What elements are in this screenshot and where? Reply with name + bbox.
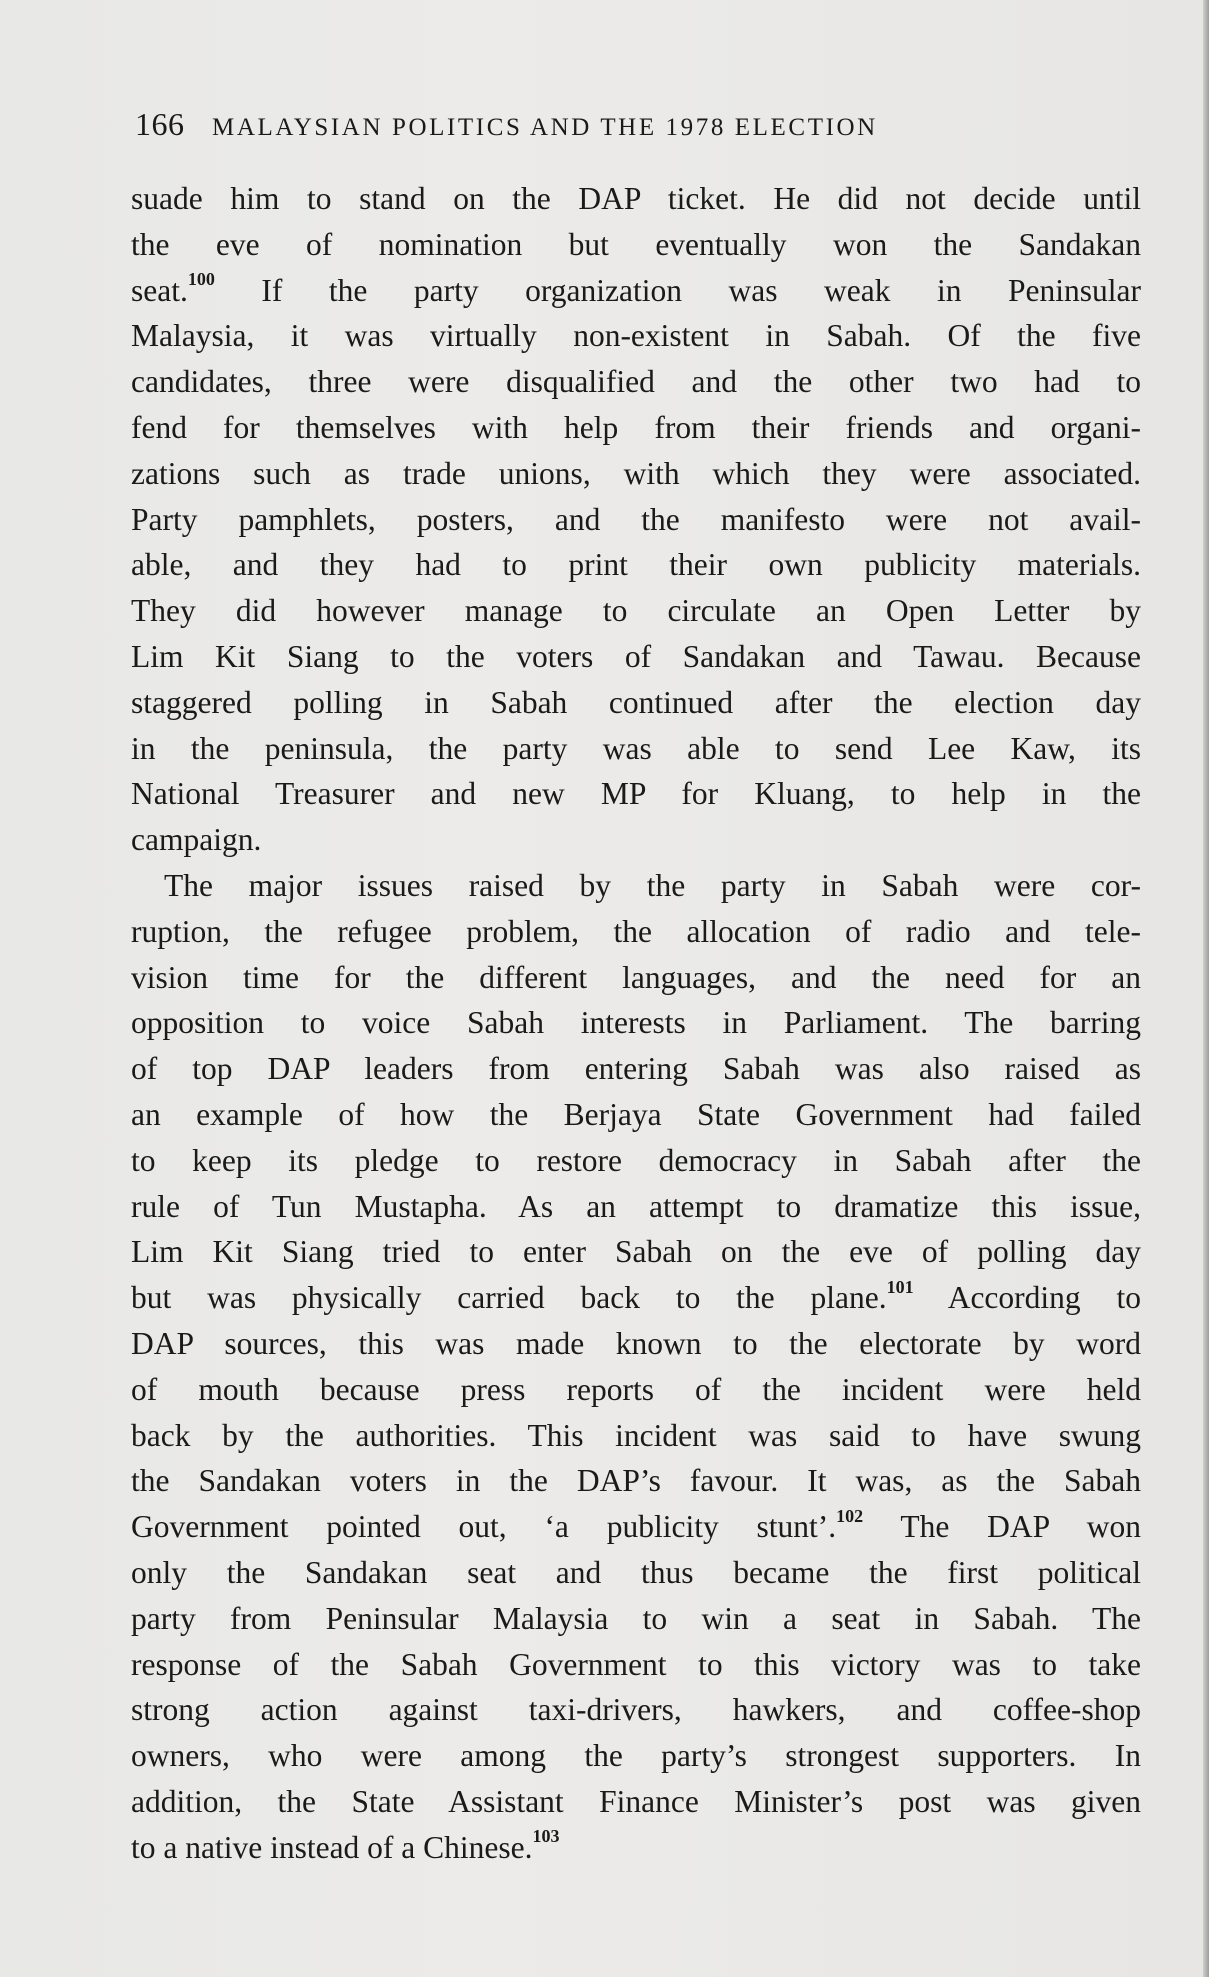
text-line: addition, the State Assistant Finance Minister’s post was given bbox=[131, 1783, 1141, 1819]
text-segment: but was physically carried back to the plane. bbox=[131, 1280, 887, 1316]
text-line: opposition to voice Sabah interests in Parliament. The barring bbox=[131, 1005, 1141, 1041]
text-line: candidates, three were disqualified and the other two had to bbox=[131, 364, 1141, 400]
footnote-ref-100: 100 bbox=[187, 269, 215, 290]
footnote-ref-102: 102 bbox=[836, 1505, 864, 1526]
text-line: party from Peninsular Malaysia to win a seat in Sabah. The bbox=[131, 1600, 1141, 1636]
text-line: of top DAP leaders from entering Sabah was also raised as bbox=[131, 1051, 1141, 1087]
paragraph-end-line bbox=[131, 1825, 1141, 1871]
running-title: MALAYSIAN POLITICS AND THE 1978 ELECTION bbox=[212, 114, 878, 141]
paragraph-end-line: campaign. bbox=[131, 822, 262, 858]
text-line: vision time for the different languages, and the need for an bbox=[131, 959, 1141, 995]
text-line: Party pamphlets, posters, and the manifesto were not avail- bbox=[131, 501, 1141, 537]
text-line: ruption, the refugee problem, the allocation of radio and tele- bbox=[131, 913, 1141, 949]
text-line: in the peninsula, the party was able to send Lee Kaw, its bbox=[131, 730, 1141, 766]
page-edge-shadow bbox=[1203, 0, 1209, 1977]
text-segment: If the party organization was weak in Peninsular bbox=[214, 272, 1141, 308]
text-line: fend for themselves with help from their friends and organi- bbox=[131, 409, 1141, 445]
text-line: owners, who were among the party’s strongest supporters. In bbox=[131, 1738, 1141, 1774]
text-line: Lim Kit Siang to the voters of Sandakan and Tawau. Because bbox=[131, 638, 1141, 674]
text-line: strong action against taxi-drivers, hawkers, and coffee-shop bbox=[131, 1692, 1141, 1728]
text-line: the Sandakan voters in the DAP’s favour. It was, as the Sabah bbox=[131, 1463, 1141, 1499]
text-line: They did however manage to circulate an Open Letter by bbox=[131, 593, 1141, 629]
text-line: the eve of nomination but eventually won the Sandakan bbox=[131, 226, 1141, 262]
text-line: staggered polling in Sabah continued after the election day bbox=[131, 684, 1141, 720]
footnote-ref-101: 101 bbox=[886, 1276, 914, 1297]
text-line: National Treasurer and new MP for Kluang, to help in the bbox=[131, 776, 1141, 812]
body-text bbox=[131, 176, 1141, 1870]
text-line bbox=[131, 268, 1141, 314]
page-number: 166 bbox=[135, 106, 185, 142]
text-line: able, and they had to print their own publicity materials. bbox=[131, 547, 1141, 583]
text-line: Malaysia, it was virtually non-existent in Sabah. Of the five bbox=[131, 318, 1141, 354]
text-line: to keep its pledge to restore democracy in Sabah after the bbox=[131, 1142, 1141, 1178]
page-header bbox=[135, 106, 1035, 146]
text-segment: According to bbox=[913, 1280, 1141, 1316]
text-line: DAP sources, this was made known to the electorate by word bbox=[131, 1325, 1141, 1361]
text-line: rule of Tun Mustapha. As an attempt to dramatize this issue, bbox=[131, 1188, 1141, 1224]
text-segment: seat. bbox=[131, 272, 188, 308]
text-line: of mouth because press reports of the incident were held bbox=[131, 1371, 1141, 1407]
text-segment: Government pointed out, ‘a publicity stunt’. bbox=[131, 1509, 837, 1545]
text-line bbox=[131, 1504, 1141, 1550]
text-line: back by the authorities. This incident was said to have swung bbox=[131, 1417, 1141, 1453]
text-line: response of the Sabah Government to this victory was to take bbox=[131, 1646, 1141, 1682]
text-line bbox=[131, 1275, 1141, 1321]
paragraph-start-line: The major issues raised by the party in Sabah were cor- bbox=[164, 867, 1141, 903]
text-line: suade him to stand on the DAP ticket. He did not decide until bbox=[131, 181, 1141, 216]
text-line: only the Sandakan seat and thus became the first political bbox=[131, 1554, 1141, 1590]
text-segment: to a native instead of a Chinese. bbox=[131, 1829, 533, 1865]
text-segment: The DAP won bbox=[863, 1509, 1142, 1545]
footnote-ref-103: 103 bbox=[532, 1826, 560, 1847]
text-line: Lim Kit Siang tried to enter Sabah on the eve of polling day bbox=[131, 1234, 1141, 1270]
text-line: an example of how the Berjaya State Government had failed bbox=[131, 1096, 1141, 1132]
text-line: zations such as trade unions, with which they were associated. bbox=[131, 455, 1141, 491]
